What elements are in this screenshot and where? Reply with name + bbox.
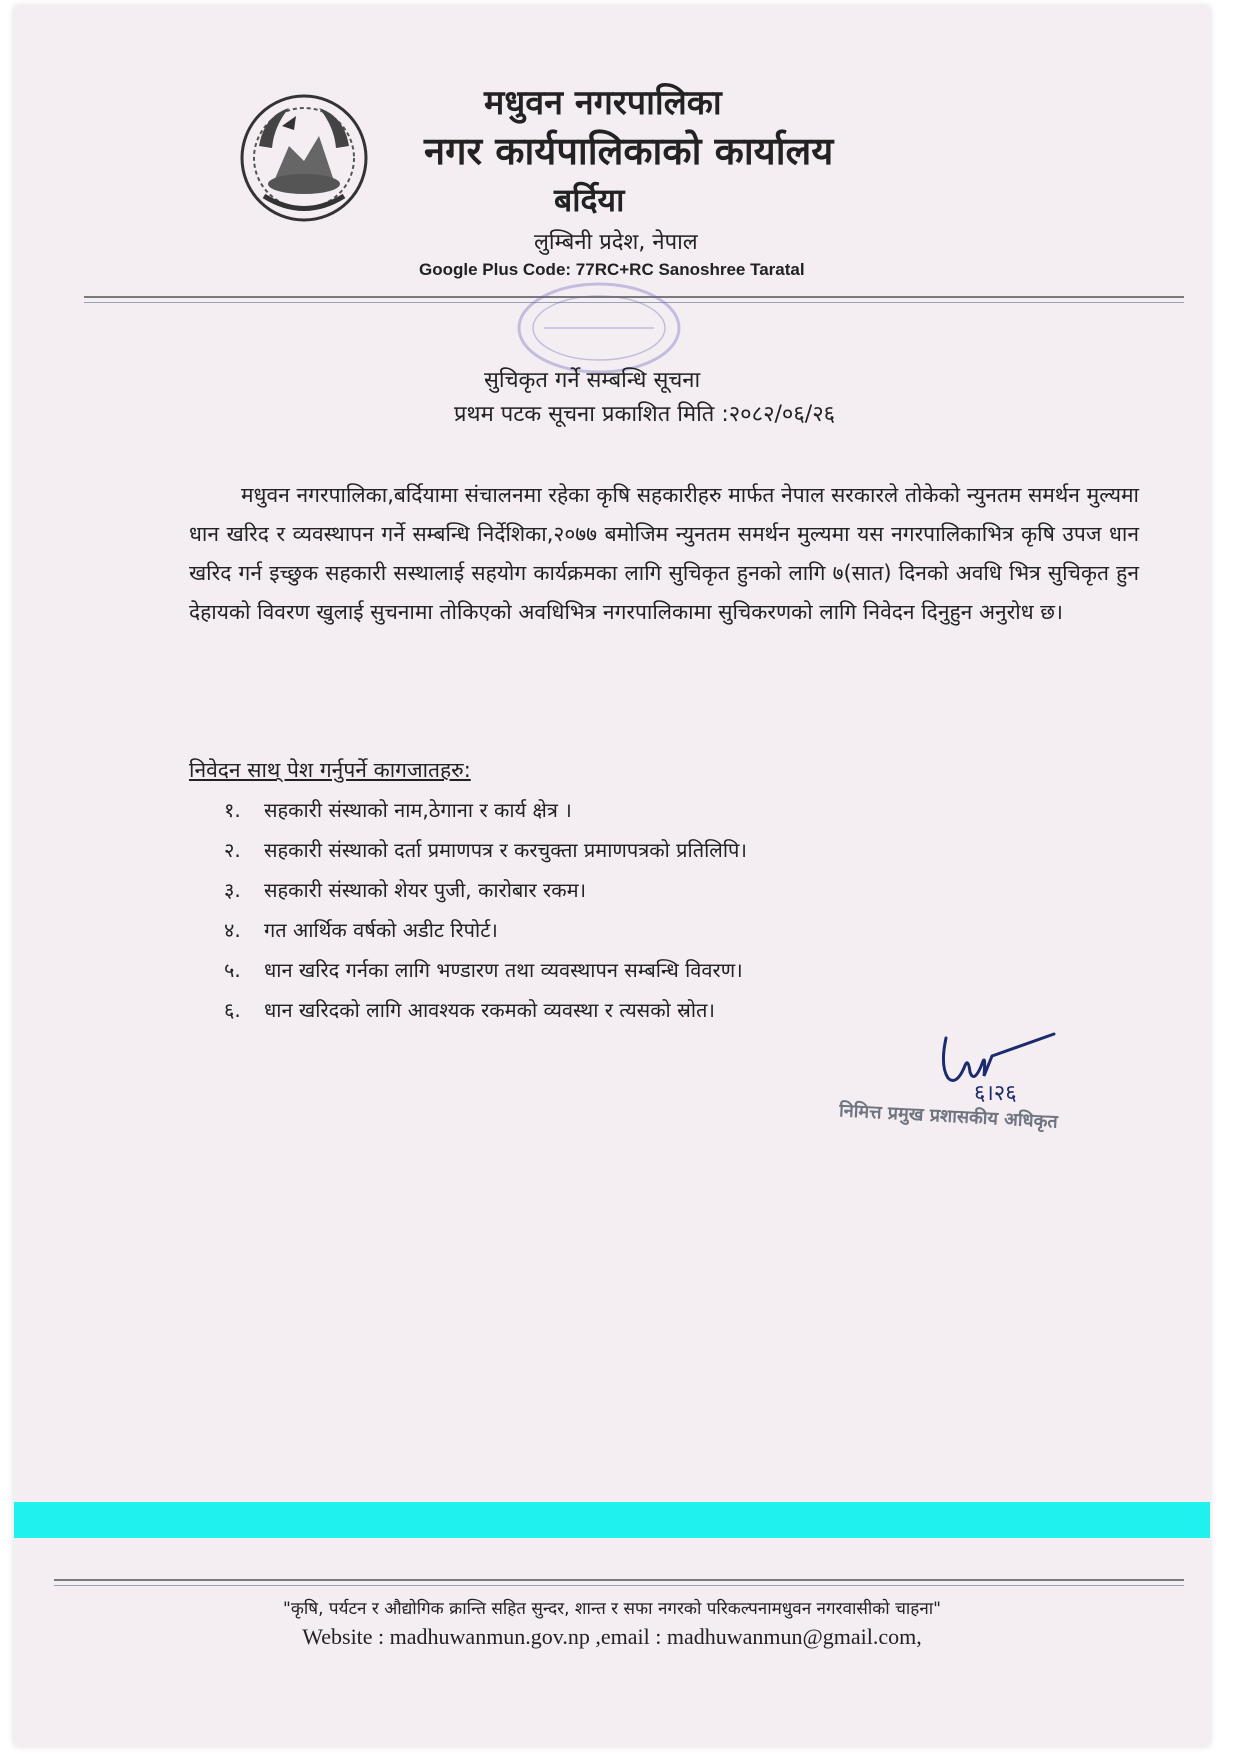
footer-contact: Website : madhuwanmun.gov.np ,email : madhuwanmun@gmail.com, — [302, 1624, 922, 1649]
footer-slogan: "कृषि, पर्यटन र औद्योगिक क्रान्ति सहित सुन्दर, शान्त र सफा नगरको परिकल्पनामधुवन नगरवासीको चाहना" — [283, 1599, 941, 1619]
list-item: ५. धान खरिद गर्नका लागि भण्डारण तथा व्यवस्थापन सम्बन्धि विवरण। — [224, 958, 743, 982]
signature — [934, 1026, 1074, 1106]
requirements-title: निवेदन साथ् पेश गर्नुपर्ने कागजातहरु: — [189, 758, 471, 782]
notice-subject: सुचिकृत गर्ने सम्बन्धि सूचना — [484, 368, 701, 393]
signatory-title: निमित्त प्रमुख प्रशासकीय अधिकृत — [838, 1100, 1059, 1133]
province-name: लुम्बिनी प्रदेश, नेपाल — [534, 230, 698, 255]
list-item: ६. धान खरिदको लागि आवश्यक रकमको व्यवस्था र त्यसको स्रोत। — [224, 998, 715, 1022]
footer-divider — [54, 1579, 1184, 1586]
requirements-list — [224, 790, 747, 1030]
notice-body: मधुवन नगरपालिका,बर्दियामा संचालनमा रहेका कृषि सहकारीहरु मार्फत नेपाल सरकारले तोकेको न्युनतम समर्थन मुल्यमा धान खरिद र व्यवस्थापन गर्ने सम्बन्धि निर्देशिका,२०७७ बमोजिम न्युनतम समर्थन मुल्यमा यस नगरपालिकाभित्र कृषि उपज धान खरिद गर्न इच्छुक सहकारी सस्थालाई सहयोग कार्यक्रमका लागि सुचिकृत हुनको लागि ७(सात) दिनको अवधि भित्र सुचिकृत हुन देहायको विवरण खुलाई सुचनामा तोकिएको अवधिभित्र नगरपालिकामा सुचिकरणको लागि निवेदन दिनुहुन अनुरोध छ। — [189, 483, 1139, 624]
plus-code: Google Plus Code: 77RC+RC Sanoshree Taratal — [419, 260, 805, 279]
district-name: बर्दिया — [554, 181, 625, 219]
municipality-name: मधुवन नगरपालिका — [484, 83, 722, 123]
footer-accent-bar — [14, 1502, 1210, 1538]
document-page — [14, 6, 1210, 1746]
list-item: २. सहकारी संस्थाको दर्ता प्रमाणपत्र र करचुक्ता प्रमाणपत्रको प्रतिलिपि। — [224, 838, 747, 862]
office-name: नगर कार्यपालिकाको कार्यालय — [424, 129, 834, 173]
list-item: १. सहकारी संस्थाको नाम,ठेगाना र कार्य क्षेत्र । — [224, 798, 572, 822]
publish-date: प्रथम पटक सूचना प्रकाशित मिति :२०८२/०६/२६ — [454, 402, 836, 427]
list-item: ३. सहकारी संस्थाको शेयर पुजी, कारोबार रकम। — [224, 878, 587, 902]
nepal-emblem-icon — [234, 86, 374, 226]
list-item: ४. गत आर्थिक वर्षको अडीट रिपोर्ट। — [224, 918, 498, 942]
office-stamp — [514, 278, 684, 378]
signature-date: ६।२६ — [974, 1081, 1017, 1106]
